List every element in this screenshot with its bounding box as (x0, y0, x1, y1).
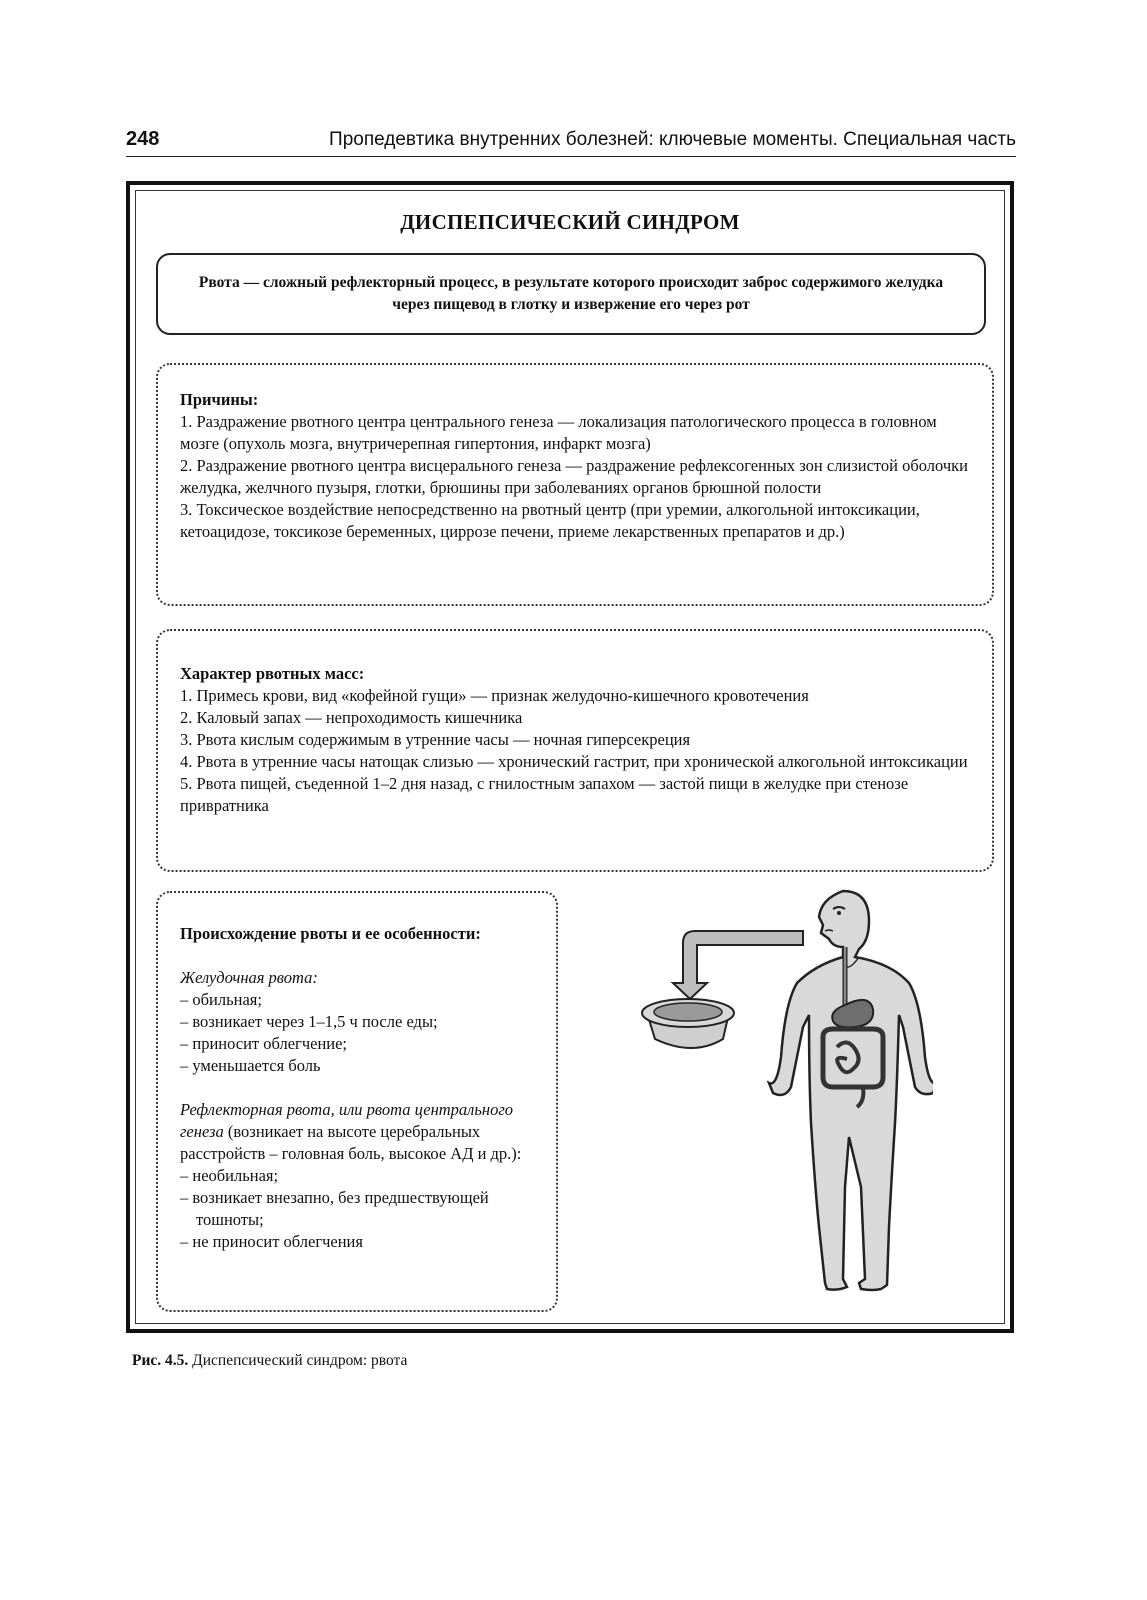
reflex-title: Рефлекторная рвота, или рвота центрального генеза (180, 1100, 514, 1141)
masses-item: 4. Рвота в утренние часы натощак слизью — хронический гастрит, при хронической алкогольной интоксикации (180, 752, 968, 771)
gastric-item: – уменьшается боль (180, 1056, 321, 1075)
figure-inner-border (135, 190, 1005, 1324)
vomit-character-box (156, 629, 994, 872)
reflex-item: – не приносит облегчения (180, 1232, 363, 1251)
reflex-note: (возникает на высоте церебральных расстройств – головная боль, высокое АД и др.): (180, 1122, 522, 1163)
gastric-title: Желудочная рвота: (180, 968, 318, 987)
figure-frame (126, 181, 1014, 1333)
caption-label: Рис. 4.5. (132, 1352, 189, 1369)
gastric-item: – обильная; (180, 990, 262, 1009)
masses-item: 5. Рвота пищей, съеденной 1–2 дня назад, с гнилостным запахом — застой пищи в желудке при стенозе привратника (180, 774, 909, 815)
reflex-item: – возникает внезапно, без предшествующей тошноты; (180, 1188, 489, 1229)
reflex-paragraph (180, 1099, 534, 1165)
figure-caption (132, 1352, 407, 1370)
causes-item: 3. Токсическое воздействие непосредственно на рвотный центр (при уремии, алкогольной интоксикации, кетоацидозе, токсикозе беременных, циррозе печени, приеме лекарственных препаратов и др.) (180, 500, 920, 541)
gastric-item: – возникает через 1–1,5 ч после еды; (180, 1012, 438, 1031)
reflex-item: – необильная; (180, 1166, 279, 1185)
definition-text: Рвота — сложный рефлекторный процесс, в результате которого происходит заброс содержимого желудка через пищевод в глотку и извержение его через рот (198, 274, 944, 313)
vomiting-illustration (633, 887, 933, 1307)
masses-item: 1. Примесь крови, вид «кофейной гущи» — признак желудочно-кишечного кровотечения (180, 686, 809, 705)
human-body-icon (769, 891, 933, 1290)
masses-title: Характер рвотных масс: (180, 664, 365, 683)
origin-title: Происхождение рвоты и ее особенности: (180, 924, 481, 943)
caption-text: Диспепсический синдром: рвота (188, 1352, 408, 1369)
causes-item: 1. Раздражение рвотного центра центрального генеза — локализация патологического процесса в головном мозге (опухоль мозга, внутричерепная гипертония, инфаркт мозга) (180, 412, 937, 453)
basin-icon (642, 999, 734, 1048)
causes-item: 2. Раздражение рвотного центра висцерального генеза — раздражение рефлексогенных зон слизистой оболочки желудка, желчного пузыря, глотки, брюшины при заболеваниях органов брюшной полости (180, 456, 969, 497)
page-header (126, 124, 1016, 157)
masses-item: 3. Рвота кислым содержимым в утренние часы — ночная гиперсекреция (180, 730, 691, 749)
causes-title: Причины: (180, 390, 259, 409)
causes-box (156, 363, 994, 606)
arrow-icon (673, 931, 803, 999)
masses-item: 2. Каловый запах — непроходимость кишечника (180, 708, 523, 727)
origin-box (156, 891, 558, 1312)
page-number: 248 (126, 128, 160, 150)
gastric-item: – приносит облегчение; (180, 1034, 348, 1053)
running-title: Пропедевтика внутренних болезней: ключевые моменты. Специальная часть (329, 129, 1016, 150)
section-title: ДИСПЕПСИЧЕСКИЙ СИНДРОМ (400, 210, 740, 234)
definition-box (156, 253, 986, 335)
